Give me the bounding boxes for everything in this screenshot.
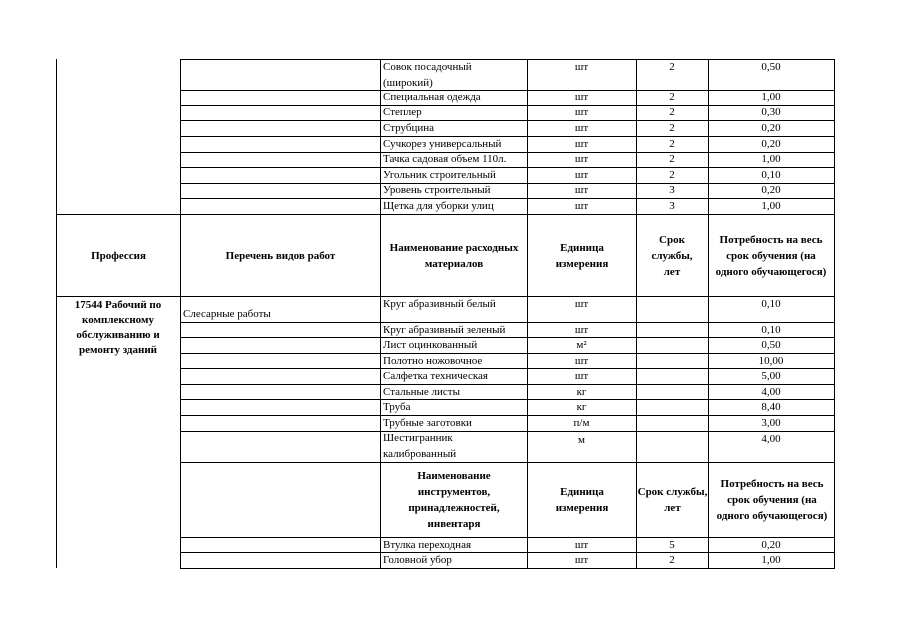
tools-header-name: Наименование инструментов, принадлежностей, инвентаря (408, 470, 500, 530)
cell-name: Головной убор (383, 554, 452, 566)
cell-unit: шт (574, 539, 589, 551)
cell-name: Щетка для уборки улиц (383, 200, 494, 212)
cell-name: Сучкорез универсальный (383, 138, 502, 150)
cell-life: 2 (669, 61, 675, 73)
cell-need: 1,00 (761, 554, 781, 566)
table-border (56, 59, 57, 568)
cell-need: 0,50 (761, 339, 781, 351)
cell-name: Уровень строительный (383, 184, 491, 196)
cell-need: 0,20 (761, 138, 781, 150)
cell-name: Салфетка техническая (383, 370, 488, 382)
tools-header-life: Срок службы, лет (637, 486, 708, 514)
cell-need: 3,00 (761, 417, 781, 429)
cell-need: 1,00 (761, 153, 781, 165)
cell-life: 2 (669, 169, 675, 181)
cell-need: 0,20 (761, 184, 781, 196)
cell-need: 8,40 (761, 401, 781, 413)
cell-need: 0,10 (761, 298, 781, 310)
cell-unit: шт (574, 200, 589, 212)
cell-name: Полотно ножовочное (383, 355, 483, 367)
cell-life: 2 (669, 153, 675, 165)
cell-life: 2 (669, 106, 675, 118)
cell-need: 0,50 (761, 61, 781, 73)
cell-life: 2 (669, 138, 675, 150)
cell-life: 3 (669, 184, 675, 196)
profession-name: 17544 Рабочий по комплексному обслуживанию и ремонту зданий (74, 299, 162, 356)
cell-need: 4,00 (761, 433, 781, 445)
header-unit: Единица измерения (555, 241, 609, 270)
cell-name: Угольник строительный (383, 169, 496, 181)
cell-unit: шт (574, 61, 589, 73)
cell-need: 1,00 (761, 200, 781, 212)
header-life: Срок службы, лет (651, 233, 693, 278)
cell-unit: шт (574, 122, 589, 134)
tools-header-need: Потребность на весь срок обучения (на одного обучающегося) (716, 478, 828, 522)
cell-unit: м² (576, 339, 587, 351)
tools-header-unit: Единица измерения (555, 486, 609, 514)
cell-need: 1,00 (761, 91, 781, 103)
cell-life: 3 (669, 200, 675, 212)
work-type: Слесарные работы (183, 308, 271, 320)
cell-unit: шт (574, 153, 589, 165)
cell-need: 0,10 (761, 324, 781, 336)
cell-need: 0,30 (761, 106, 781, 118)
cell-name: Втулка переходная (383, 539, 472, 551)
cell-name: Струбцина (383, 122, 434, 134)
cell-name: Лист оцинкованный (383, 339, 478, 351)
cell-unit: п/м (573, 417, 590, 429)
cell-unit: шт (574, 324, 589, 336)
cell-unit: шт (574, 106, 589, 118)
cell-life: 2 (669, 122, 675, 134)
cell-need: 4,00 (761, 386, 781, 398)
cell-name: Стальные листы (383, 386, 460, 398)
cell-unit: шт (574, 355, 589, 367)
cell-need: 0,10 (761, 169, 781, 181)
cell-name: Степлер (383, 106, 422, 118)
cell-life: 5 (669, 539, 675, 551)
cell-name: Шестигранник калиброванный (383, 432, 457, 460)
cell-unit: кг (576, 401, 587, 413)
cell-unit: шт (574, 370, 589, 382)
cell-life: 2 (669, 554, 675, 566)
cell-name: Труба (383, 401, 411, 413)
cell-name: Специальная одежда (383, 91, 481, 103)
cell-name: Круг абразивный зеленый (383, 324, 506, 336)
cell-unit: кг (576, 386, 587, 398)
cell-name: Круг абразивный белый (383, 298, 496, 310)
cell-unit: шт (574, 138, 589, 150)
cell-need: 5,00 (761, 370, 781, 382)
cell-life: 2 (669, 91, 675, 103)
cell-unit: шт (574, 298, 589, 310)
cell-need: 0,20 (761, 122, 781, 134)
cell-name: Трубные заготовки (383, 417, 472, 429)
cell-unit: шт (574, 169, 589, 181)
cell-need: 0,20 (761, 539, 781, 551)
cell-need: 10,00 (758, 355, 784, 367)
cell-unit: шт (574, 554, 589, 566)
cell-unit: шт (574, 184, 589, 196)
header-works: Перечень видов работ (225, 249, 336, 262)
cell-name: Тачка садовая объем 110л. (383, 153, 507, 165)
cell-name: Совок посадочный (широкий) (383, 61, 472, 89)
header-profession: Профессия (91, 249, 146, 262)
header-materials: Наименование расходных материалов (389, 241, 519, 270)
cell-unit: м (578, 434, 585, 446)
cell-unit: шт (574, 91, 589, 103)
header-need: Потребность на весь срок обучения (на одного обучающегося) (715, 233, 827, 278)
